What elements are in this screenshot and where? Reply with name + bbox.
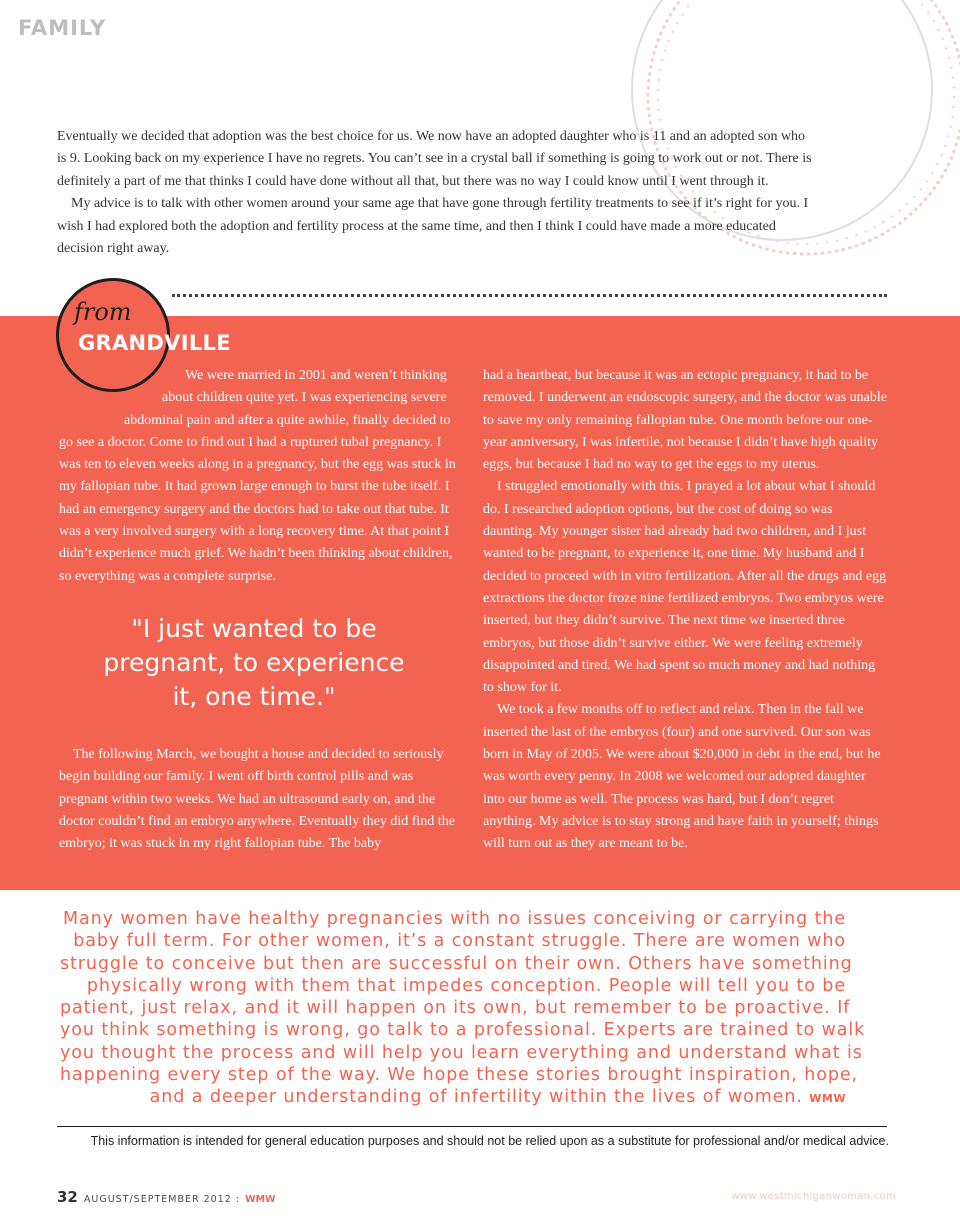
pull-quote <box>60 612 448 714</box>
story-line: was a very involved surgery with a long recovery time. At that point I <box>59 524 450 540</box>
story-line: about children quite yet. I was experiencing severe <box>162 390 447 406</box>
intro-paragraph: Eventually we decided that adoption was the best choice for us. We now have an adopted daughter who is 11 and an adopted son who is 9. Looking back on my experience I have no regrets. You can’t see in a crystal ball if something is going to work out or not. There is definitely a part of me that thinks I could have done without all that, but there was no way I could know until I went through it. <box>57 129 812 189</box>
closing-statement <box>60 908 866 1111</box>
badge-from-label: from <box>74 298 132 326</box>
closing-line: happening every step of the way. We hope these stories brought inspiration, hope, <box>60 1065 858 1086</box>
closing-line: you think something is wrong, go talk to a professional. Experts are trained to walk <box>60 1020 866 1041</box>
intro-text <box>57 126 817 260</box>
closing-line: you thought the process and will help you learn everything and understand what is <box>60 1042 863 1063</box>
story-left-column-continued <box>59 744 459 855</box>
closing-line-last <box>60 1086 846 1110</box>
story-line: didn’t experience much grief. We hadn’t been thinking about children, <box>59 546 453 562</box>
closing-line: struggle to conceive but then are successful on their own. Others have something <box>60 953 853 974</box>
closing-line: physically wrong with them that impedes conception. People will tell you to be <box>86 975 846 996</box>
story-line: go see a doctor. Come to find out I had a ruptured tubal pregnancy. I <box>59 434 442 450</box>
closing-line: patient, just relax, and it will happen on its own, but remember to be proactive. If <box>60 998 851 1019</box>
page-number: 32 <box>57 1188 78 1206</box>
closing-line-text: and a deeper understanding of infertility within the lives of women. <box>149 1087 803 1108</box>
story-line: We were married in 2001 and weren’t thinking <box>185 368 447 383</box>
pull-quote-line: pregnant, to experience <box>103 648 405 677</box>
page-footer <box>57 1187 276 1206</box>
closing-line: Many women have healthy pregnancies with no issues conceiving or carrying the <box>63 909 846 929</box>
story-paragraph: I struggled emotionally with this. I prayed a lot about what I should do. I researched adoption options, but the cost of doing so was daunting. My younger sister had already had two children, and I just wanted to be pregnant, to experience it, one time. My husband and I decided to proceed with in vitro fertilization. After all the drugs and egg extractions the doctor froze nine fertilized embryos. Two embryos were inserted, but they didn’t survive. The next time we inserted three embryos, but those didn’t survive either. We were feeling extremely disappointed and tired. We had spent so much money and had nothing to show for it. <box>483 479 887 696</box>
footer-brand: WMW <box>245 1194 276 1205</box>
section-label: FAMILY <box>18 16 107 40</box>
disclaimer-divider <box>57 1126 887 1127</box>
closing-signature: WMW <box>809 1092 846 1106</box>
story-right-column <box>483 365 887 856</box>
story-line: was ten to eleven weeks along in a pregnancy, but the egg was stuck in <box>59 457 456 473</box>
disclaimer-text: This information is intended for general education purposes and should not be relied upon as a substitute for professional and/or medical advice. <box>90 1134 889 1148</box>
closing-line: baby full term. For other women, it’s a constant struggle. There are women who <box>73 931 846 952</box>
story-line: had an emergency surgery and the doctors had to take out that tube. It <box>59 501 449 517</box>
story-left-column <box>59 365 463 588</box>
story-line: so everything was a complete surprise. <box>59 568 276 584</box>
story-paragraph: The following March, we bought a house and decided to seriously begin building our family. I went off birth control pills and was pregnant within two weeks. We had an ultrasound early on, and the doctor couldn’t find an embryo anywhere. Eventually they did find the embryo; it was stuck in my right fallopian tube. The baby <box>59 747 455 852</box>
story-paragraph: We took a few months off to reflect and relax. Then in the fall we inserted the last of the embryos (four) and one survived. Our son was born in May of 2005. We were about $20,000 in debt in the end, but he was worth every penny. In 2008 we welcomed our adopted daughter into our home as well. The process was hard, but I don’t regret anything. My advice is to stay strong and have faith in yourself; things will turn out as they are meant to be. <box>483 702 881 852</box>
website-url[interactable]: www.westmichiganwoman.com <box>731 1191 896 1202</box>
story-paragraph: had a heartbeat, but because it was an ectopic pregnancy, it had to be removed. I underwent an endoscopic surgery, and the doctor was unable to save my only remaining fallopian tube. One month before our one-year anniversary, I was infertile, not because I didn’t have high quality eggs, but because I had no way to get the eggs to my uterus. <box>483 368 887 473</box>
issue-date: AUGUST/SEPTEMBER 2012 : <box>83 1194 240 1205</box>
intro-paragraph: My advice is to talk with other women around your same age that have gone through fertility treatments to see if it’s right for you. I wish I had explored both the adoption and fertility process at the same time, and then I think I could have made a more educated decision right away. <box>57 196 809 257</box>
pull-quote-line: "I just wanted to be <box>131 614 377 643</box>
pull-quote-line: it, one time." <box>172 682 336 711</box>
story-line: my fallopian tube. It had grown large enough to burst the tube itself. I <box>59 479 450 495</box>
dotted-divider <box>172 294 887 297</box>
story-line: abdominal pain and after a quite awhile, finally decided to <box>124 412 451 428</box>
badge-city-label: GRANDVILLE <box>78 331 231 355</box>
